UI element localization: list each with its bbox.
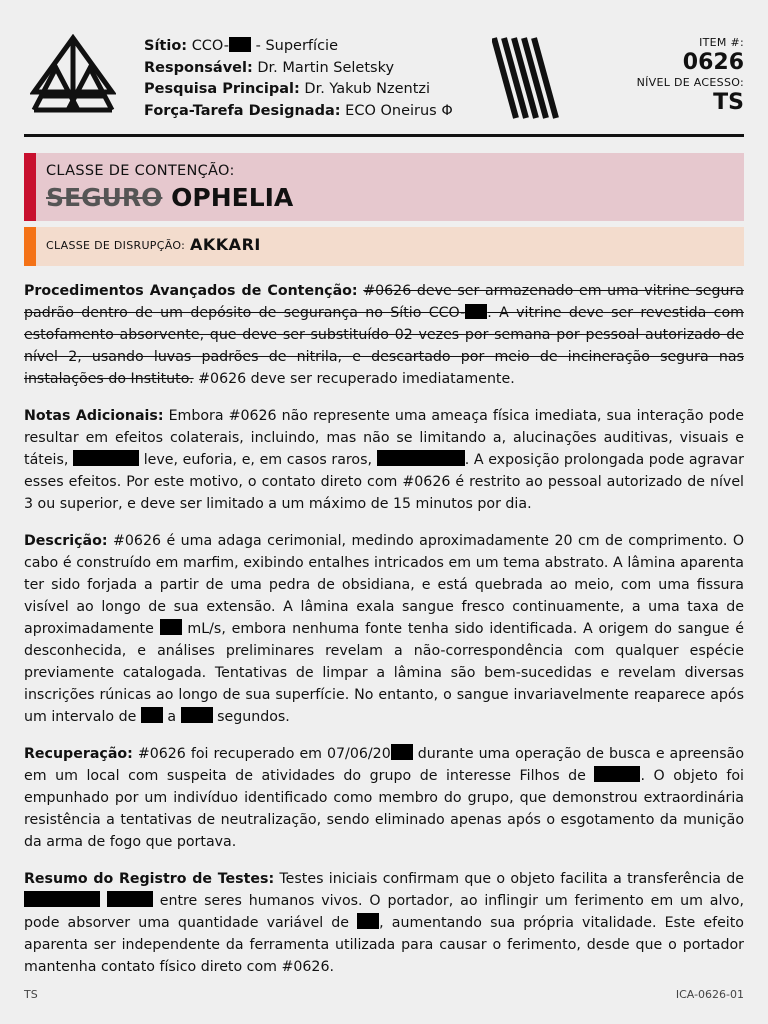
research-value: Dr. Yakub Nzentzi bbox=[304, 81, 431, 97]
notes-text-1: Embora #0626 não represente uma ameaça física imediata, sua interação pode resultar em efeitos colaterais, incluindo, mas não se limitando a, alucinações auditivas, visuais e táteis, bbox=[24, 408, 744, 468]
research-label: Pesquisa Principal: bbox=[144, 81, 300, 97]
recovery-text-3: . O objeto foi empunhado por um indivíduo identificado como membro do grupo, que demonstrou extraordinária resistência a tentativas de neutralização, sendo eliminado apenas após o esgotamento da munição da arma de fogo que portava. bbox=[24, 768, 745, 850]
access-label: NÍVEL DE ACESSO: bbox=[636, 76, 744, 89]
disruption-class: AKKARI bbox=[190, 235, 261, 254]
footer-classification: TS bbox=[24, 988, 38, 1001]
struck-class: SEGURO bbox=[46, 183, 163, 212]
redaction-bar bbox=[141, 707, 163, 723]
document-footer bbox=[24, 988, 744, 1001]
site-prefix: CCO- bbox=[191, 38, 229, 54]
redaction-bar bbox=[229, 37, 251, 52]
notes-section bbox=[24, 405, 744, 515]
tests-text-1: Testes iniciais confirmam que o objeto facilita a transferência de bbox=[279, 871, 744, 887]
redaction-bar bbox=[160, 619, 182, 635]
responsible-label: Responsável: bbox=[144, 59, 253, 76]
redaction-bar bbox=[73, 450, 139, 466]
description-text-1: #0626 é uma adaga cerimonial, medindo aproximadamente 20 cm de comprimento. O cabo é construído em marfim, exibindo entalhes intricados em um tema abstrato. A lâmina aparenta ter sido forjada a partir de uma pedra de obsidiana, e está quebrada ao meio, com uma fissura visível ao longo de sua extensão. A lâmina exala sangue fresco continuamente, a uma taxa de aproximadamente bbox=[24, 533, 744, 637]
site-label: Sítio: bbox=[144, 38, 188, 54]
notes-title: Notas Adicionais: bbox=[24, 408, 164, 424]
access-value: TS bbox=[713, 90, 744, 115]
redaction-bar bbox=[24, 891, 100, 907]
redaction-bar bbox=[181, 707, 213, 723]
recovery-text-2: durante uma operação de busca e apreensão em um local com suspeita de atividades do grupo de interesse Filhos de bbox=[24, 746, 744, 784]
redaction-bar bbox=[107, 891, 153, 907]
description-text-4: segundos. bbox=[217, 709, 290, 725]
item-box bbox=[637, 36, 744, 116]
document-header bbox=[24, 28, 744, 128]
tests-text-2: entre seres humanos vivos. O portador, ao inflingir um ferimento em um alvo, pode absorver uma quantidade variável de bbox=[24, 893, 744, 931]
procedures-section bbox=[24, 280, 744, 390]
procedures-struck-text: #0626 deve ser armazenado em uma vitrine segura padrão dentro de um depósito de segurança no Sítio CCO- bbox=[24, 283, 744, 321]
procedures-struck-text-2: . A vitrine deve ser revestida com estofamento absorvente, que deve ser substituído 02 vezes por semana por pessoal autorizado de nível 2, usando luvas padrões de nitrila, e descartado por meio de incineração segura nas instalações do Instituto. bbox=[24, 305, 744, 387]
description-title: Descrição: bbox=[24, 533, 108, 549]
notes-text-3: . A exposição prolongada pode agravar esses efeitos. Por este motivo, o contato direto com #0626 é restrito ao pessoal autorizado de nível 3 ou superior, e deve ser limitado a um máximo de 15 minutos por dia. bbox=[24, 452, 745, 512]
tests-title: Resumo do Registro de Testes: bbox=[24, 871, 275, 887]
redaction-bar bbox=[594, 766, 640, 782]
procedures-text: #0626 deve ser recuperado imediatamente. bbox=[198, 371, 515, 387]
responsible-line bbox=[144, 58, 453, 80]
recovery-title: Recuperação: bbox=[24, 746, 133, 762]
description-text-2: mL/s, embora nenhuma fonte tenha sido identificada. A origem do sangue é desconhecida, e análises preliminares revelam a não-correspondência com qualquer espécie previamente catalogada. Tentativas de limpar a lâmina são bem-sucedidas e revelam diversas inscrições rúnicas ao longo de sua superfície. No entanto, o sangue invariavelmente reaparece após um intervalo de bbox=[24, 621, 744, 725]
hazard-stripes-icon bbox=[492, 36, 560, 120]
recovery-text-1: #0626 foi recuperado em 07/06/20 bbox=[137, 746, 391, 762]
recovery-section bbox=[24, 743, 744, 853]
containment-label: CLASSE DE CONTENÇÃO: bbox=[46, 163, 235, 179]
taskforce-label: Força-Tarefa Designada: bbox=[144, 102, 341, 119]
site-suffix: - Superfície bbox=[251, 38, 338, 54]
disruption-class-box bbox=[24, 227, 744, 266]
notes-text-2: leve, euforia, e, em casos raros, bbox=[143, 452, 373, 468]
item-number: 0626 bbox=[682, 50, 744, 75]
containment-class-box bbox=[24, 153, 744, 221]
description-section bbox=[24, 530, 744, 728]
tests-text-3: , aumentando sua própria vitalidade. Este efeito aparenta ser independente da ferramenta utilizada para causar o ferimento, desde que o portador mantenha contato físico direto com #0626. bbox=[24, 915, 744, 975]
document-body bbox=[24, 280, 744, 993]
responsible-value: Dr. Martin Seletsky bbox=[257, 59, 395, 76]
taskforce-line bbox=[144, 101, 453, 123]
redaction-bar bbox=[465, 304, 487, 319]
description-text-3: a bbox=[167, 709, 177, 725]
disruption-label: CLASSE DE DISRUPÇÃO: bbox=[46, 239, 186, 252]
redaction-bar bbox=[391, 744, 413, 760]
document-meta bbox=[144, 36, 453, 122]
containment-class: OPHELIA bbox=[171, 183, 294, 212]
site-line bbox=[144, 36, 453, 58]
research-line bbox=[144, 79, 453, 101]
header-divider bbox=[24, 134, 744, 137]
containment-value bbox=[46, 183, 293, 212]
taskforce-value: ECO Oneirus Φ bbox=[345, 102, 453, 119]
item-label: ITEM #: bbox=[699, 36, 744, 49]
institute-logo-icon bbox=[30, 34, 116, 114]
tests-section bbox=[24, 868, 744, 978]
footer-document-id: ICA-0626-01 bbox=[675, 988, 744, 1001]
redaction-bar bbox=[377, 450, 465, 466]
procedures-title: Procedimentos Avançados de Contenção: bbox=[24, 283, 358, 299]
redaction-bar bbox=[357, 913, 379, 929]
